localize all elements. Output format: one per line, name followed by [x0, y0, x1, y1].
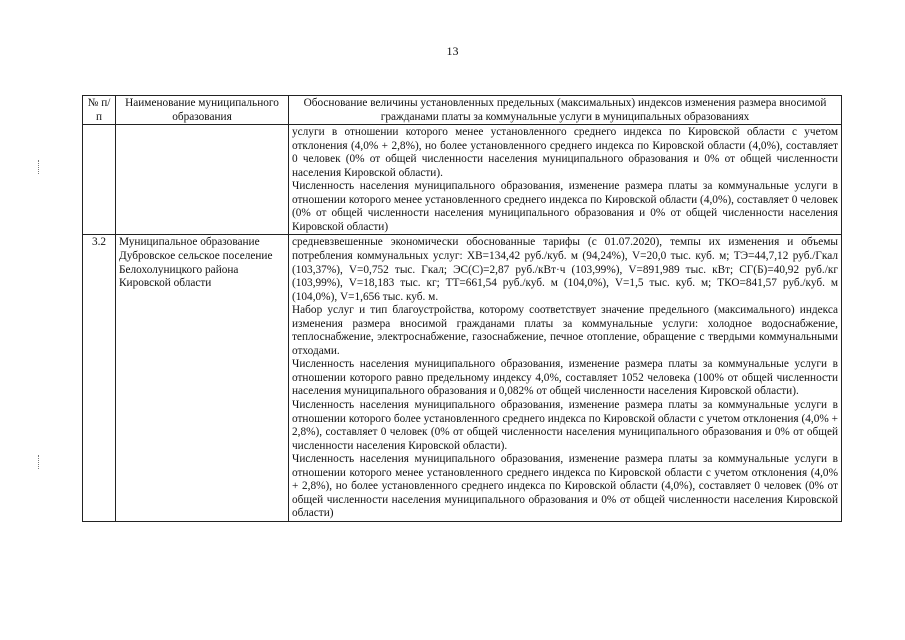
page-number: 13	[446, 44, 459, 58]
header-justification: Обоснование величины установленных предельных (максимальных) индексов изменения размера вносимой гражданами платы за коммунальные услуги в муниципальных образованиях	[289, 96, 842, 125]
margin-mark	[38, 160, 41, 174]
justification-paragraph: услуги в отношении которого менее установленного среднего индекса по Кировской области с учетом отклонения (4,0% + 2,8%), но более установленного среднего индекса по Кировской области (4,0%), составляет 0 человек (0% от общей численности населения муниципального образования и 0% от общей численности населения Кировской области).	[292, 126, 838, 179]
table-row	[83, 235, 842, 521]
justification-paragraph: Численность населения муниципального образования, изменение размера платы за коммунальные услуги в отношении которого более установленного среднего индекса по Кировской области с учетом отклонения (4,0% + 2,8%), составляет 0 человек (0% от общей численности населения муниципального образования и 0% от общей численности населения Кировской области).	[292, 399, 838, 452]
justification-paragraph: Численность населения муниципального образования, изменение размера платы за коммунальные услуги в отношении которого равно предельному индексу 4,0%, составляет 1052 человека (100% от общей численности населения муниципального образования и 0,082% от общей численности населения Кировской области).	[292, 358, 838, 398]
justification-paragraph: средневзвешенные экономически обоснованные тарифы (с 01.07.2020), темпы их изменения и объемы потребления коммунальных услуг: ХВ=134,42 руб./куб. м (94,24%), V=20,0 тыс. куб. м; ТЭ=44,7,12 руб./Гкал (103,37%), V=0,752 тыс. Гкал; ЭС(С)=2,87 руб./кВт·ч (103,99%), V=891,989 тыс. кВт; СГ(Б)=40,92 руб./кг (103,99%), V=18,183 тыс. кг; ТТ=661,54 руб./куб. м (104,0%), V=1,5 тыс. куб. м; ТКО=841,57 руб./куб. м (104,0%), V=1,656 тыс. куб. м.	[292, 236, 838, 303]
row-name: Муниципальное образование Дубровское сельское поселение Белохолуницкого района Кировской области	[116, 235, 289, 521]
justification-table	[82, 95, 842, 522]
justification-paragraph: Численность населения муниципального образования, изменение размера платы за коммунальные услуги в отношении которого менее установленного среднего индекса по Кировской области с учетом отклонения (4,0% + 2,8%), но более установленного среднего индекса по Кировской области (4,0%), составляет 0 человек (0% от общей численности населения муниципального образования и 0% от общей численности населения Кировской области)	[292, 453, 838, 520]
justification-paragraph: Набор услуг и тип благоустройства, которому соответствует значение предельного (максимального) индекса изменения размера вносимой гражданами платы за коммунальные услуги: холодное водоснабжение, теплоснабжение, электроснабжение, газоснабжение, печное отопление, обращение с твердыми коммунальными отходами.	[292, 304, 838, 357]
header-num: № п/п	[83, 96, 116, 125]
table-row	[83, 125, 842, 235]
table-header-row	[83, 96, 842, 125]
row-name	[116, 125, 289, 235]
row-justification	[289, 125, 842, 235]
row-justification	[289, 235, 842, 521]
margin-mark	[38, 455, 41, 469]
header-name: Наименование муниципального образования	[116, 96, 289, 125]
row-num: 3.2	[83, 235, 116, 521]
row-num	[83, 125, 116, 235]
justification-paragraph: Численность населения муниципального образования, изменение размера платы за коммунальные услуги в отношении которого менее установленного среднего индекса по Кировской области (4,0%), составляет 0 человек (0% от общей численности населения муниципального образования и 0% от общей численности населения Кировской области)	[292, 180, 838, 233]
